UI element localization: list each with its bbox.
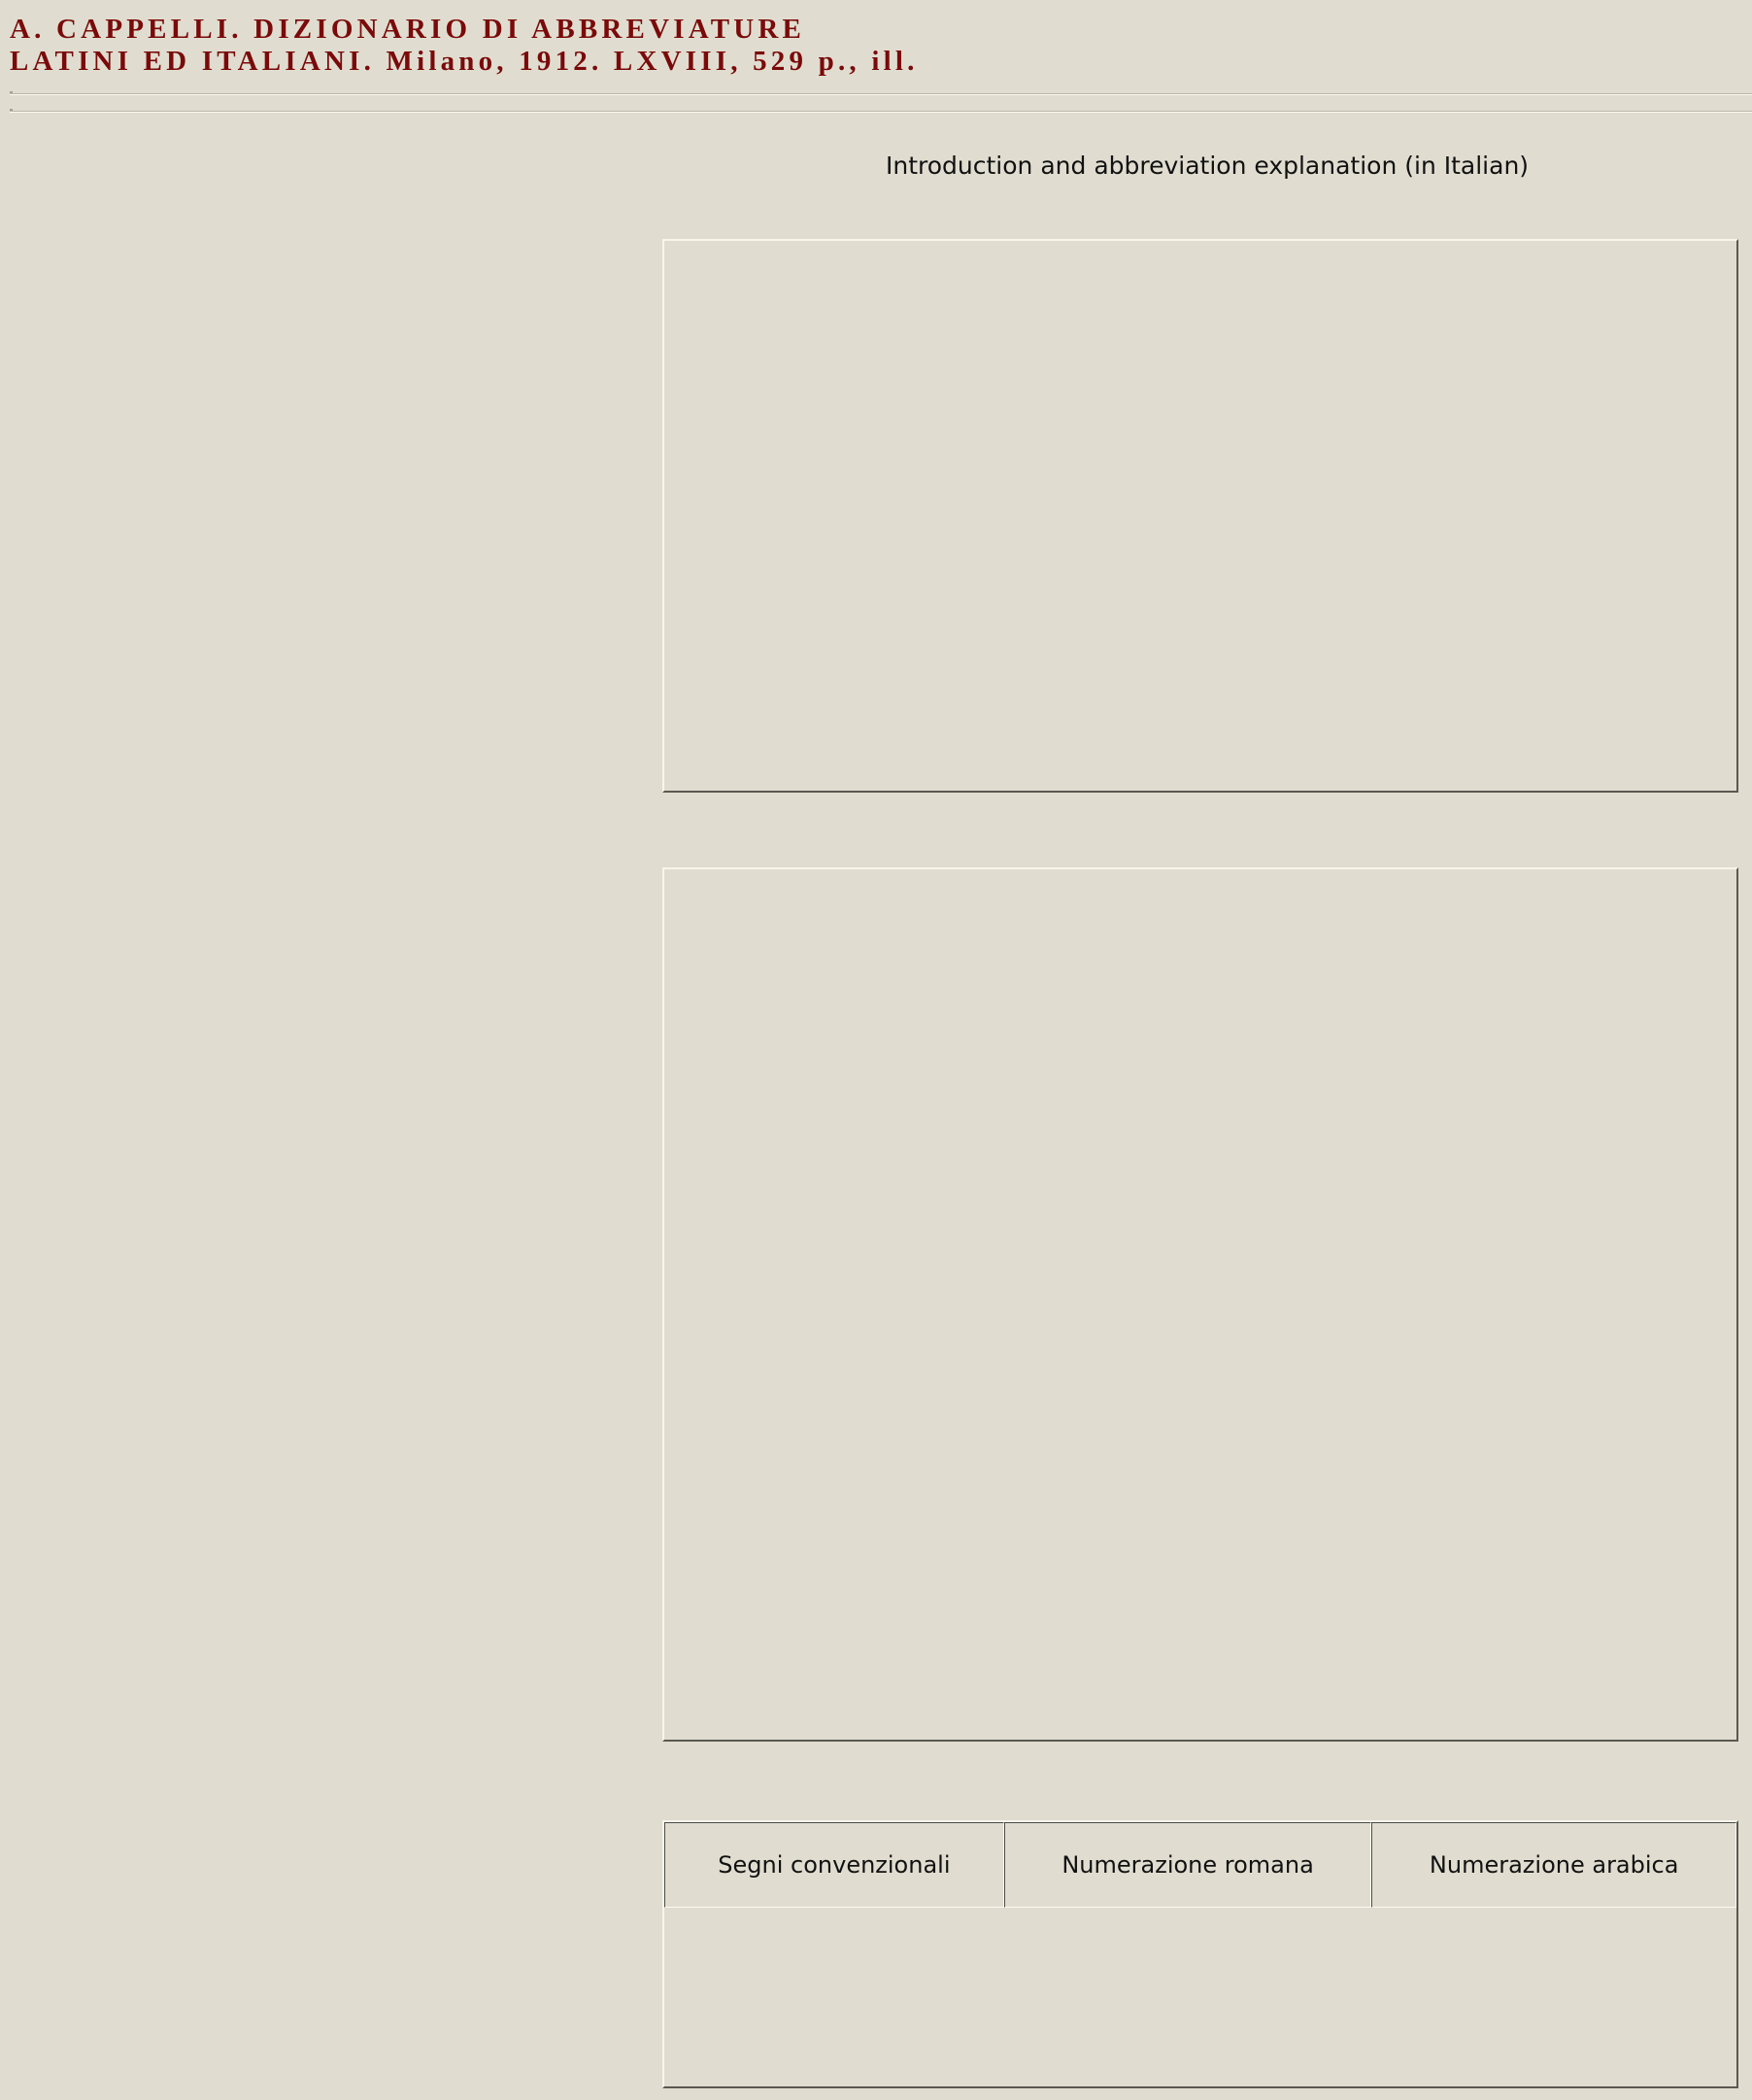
- title-line-2: LATINI ED ITALIANI. Milano, 1912. LXVIII, 529 p., ill.: [10, 46, 919, 77]
- arabic-numerals-header[interactable]: [1371, 1822, 1736, 1908]
- divider-tick: [10, 109, 13, 111]
- abbreviation-list-row: [664, 332, 1736, 791]
- document-title: [10, 14, 919, 78]
- abbreviation-index-table-l-z: [662, 867, 1738, 1742]
- conventions-table: [662, 1820, 1738, 2088]
- conventions-header[interactable]: [664, 1822, 1004, 1908]
- roman-numerals-header-label[interactable]: Numerazione romana: [1061, 1851, 1314, 1879]
- abbreviation-list-row: [664, 953, 1736, 1740]
- divider-tick: [10, 91, 13, 93]
- abbreviation-index-table-a-k: [662, 239, 1738, 793]
- arabic-numerals-header-label[interactable]: Numerazione arabica: [1429, 1851, 1679, 1879]
- introduction-link[interactable]: Introduction and abbreviation explanation (in Italian): [886, 152, 1530, 180]
- roman-numerals-header[interactable]: [1004, 1822, 1372, 1908]
- letter-header-row: [664, 241, 1736, 332]
- title-line-1: A. CAPPELLI. DIZIONARIO DI ABBREVIATURE: [10, 14, 806, 45]
- divider: [10, 111, 1752, 113]
- conventions-header-label[interactable]: Segni convenzionali: [718, 1851, 951, 1879]
- divider: [10, 93, 1752, 95]
- conventions-row: [664, 1908, 1736, 2086]
- letter-header-row: [664, 869, 1736, 953]
